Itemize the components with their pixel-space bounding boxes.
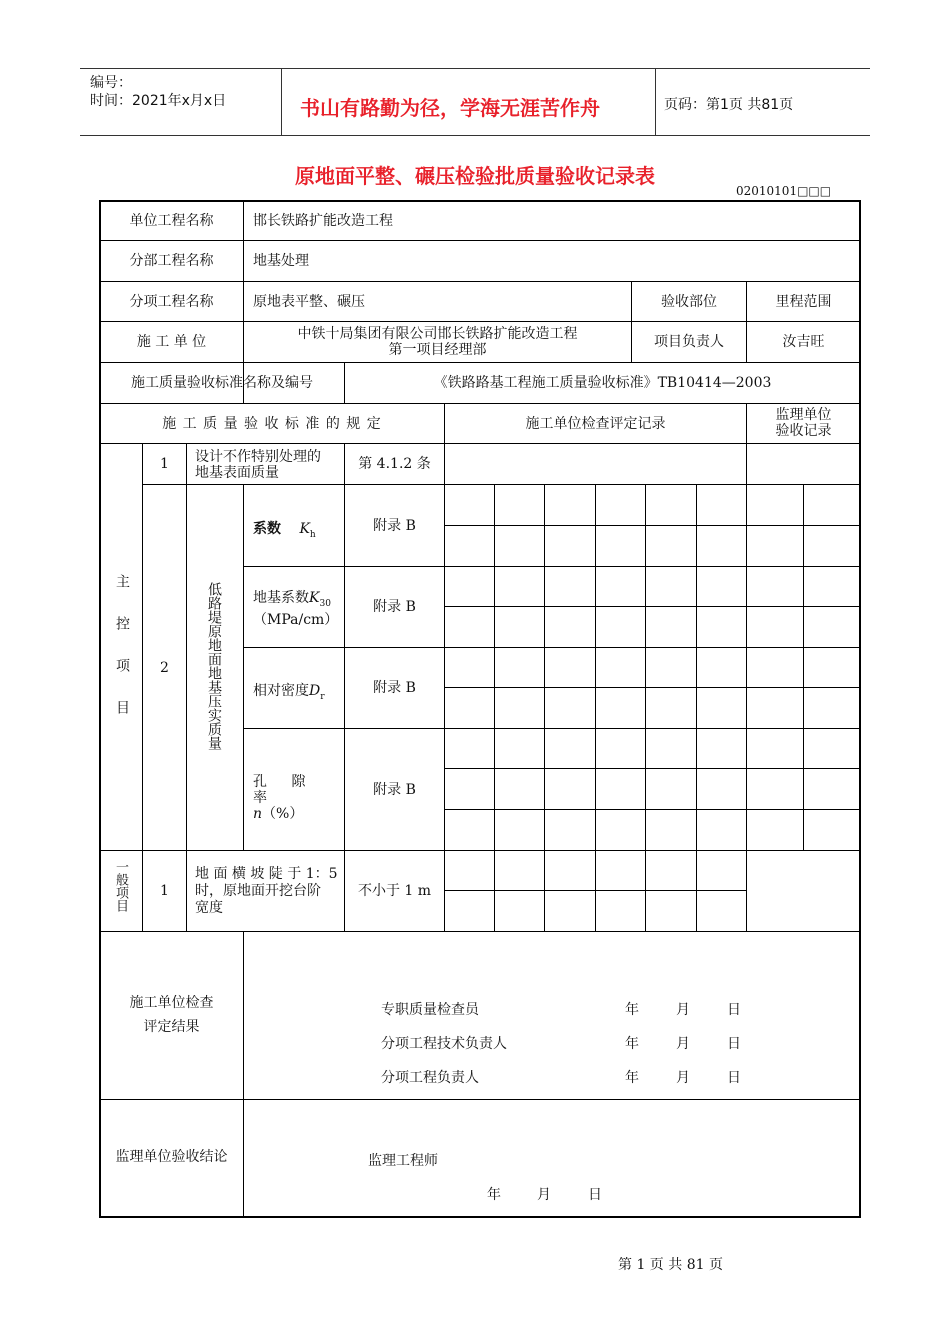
supervisor-day: 日 <box>588 1187 602 1203</box>
general-item1-text: 地 面 横 坡 陡 于 1：5 时，原地面开挖台阶 宽度 <box>195 866 338 916</box>
main-item1-text: 设计不作特别处理的 地基表面质量 <box>195 449 321 481</box>
check-result-label: 施工单位检查 评定结果 <box>129 995 214 1035</box>
accept-part-label: 验收部位 <box>661 293 717 310</box>
standard-label: 施工质量验收标准名称及编号 <box>131 375 313 391</box>
header-divider-2 <box>655 68 656 136</box>
contractor-record-header: 施工单位检查评定记录 <box>525 415 666 432</box>
sub4-label: 孔 隙 率 n（%） <box>253 774 316 822</box>
general-item1-ref: 不小于 1 m <box>357 883 432 899</box>
subitem-value: 原地表平整、碾压 <box>253 293 365 310</box>
sub2-appendix: 附录 B <box>373 599 416 615</box>
tech-lead-day: 日 <box>727 1036 741 1052</box>
contractor-label: 施 工 单 位 <box>136 334 207 350</box>
main-control-label: 主控项目 <box>114 574 130 742</box>
header-divider-1 <box>281 68 282 136</box>
footer-page-number: 第 1 页 共 81 页 <box>618 1257 723 1273</box>
subitem-label: 分项工程名称 <box>129 293 214 310</box>
general-items-label: 一般项目 <box>113 860 128 912</box>
number-label: 编号： <box>90 75 132 91</box>
main-item2-group: 低路堤原地面地基压实质量 <box>206 582 222 750</box>
sub-lead-month: 月 <box>676 1070 690 1086</box>
pm-label: 项目负责人 <box>654 334 724 350</box>
main-item1-no: 1 <box>160 456 169 472</box>
sub3-label: 相对密度$D_r$ <box>253 683 325 702</box>
standard-value: 《铁路路基工程施工质量验收标准》TB10414—2003 <box>433 375 772 391</box>
unit-project-label: 单位工程名称 <box>129 212 214 229</box>
sub1-appendix: 附录 B <box>373 517 416 534</box>
page-label: 页码：第1页 共81页 <box>664 97 794 113</box>
inspector-year: 年 <box>625 1002 639 1018</box>
header-top-rule <box>80 68 870 69</box>
supervisor-month: 月 <box>537 1187 551 1203</box>
main-item2-no: 2 <box>160 659 169 676</box>
sub-lead-year: 年 <box>625 1070 639 1086</box>
sub4-appendix: 附录 B <box>373 781 416 798</box>
supervisor-engineer-label: 监理工程师 <box>368 1153 438 1169</box>
division-label: 分部工程名称 <box>129 253 214 269</box>
inspector-month: 月 <box>676 1002 690 1018</box>
spec-header: 施 工 质 量 验 收 标 准 的 规 定 <box>162 415 382 432</box>
main-item1-ref: 第 4.1.2 条 <box>358 456 431 472</box>
supervisor-conclusion-label: 监理单位验收结论 <box>115 1149 228 1165</box>
mileage-label: 里程范围 <box>775 293 832 310</box>
form-title: 原地面平整、碾压检验批质量验收记录表 <box>295 164 655 188</box>
supervisor-year: 年 <box>487 1187 501 1203</box>
tech-lead-year: 年 <box>625 1036 639 1052</box>
motto: 书山有路勤为径，学海无涯苦作舟 <box>300 96 600 120</box>
header-bottom-rule <box>80 135 870 136</box>
sub-lead-day: 日 <box>727 1070 741 1086</box>
sub-lead-label: 分项工程负责人 <box>381 1070 479 1086</box>
general-item1-no: 1 <box>160 883 169 899</box>
form-code: 02010101□□□ <box>736 184 832 198</box>
sub3-appendix: 附录 B <box>373 680 416 696</box>
unit-project-value: 邯长铁路扩能改造工程 <box>253 212 393 229</box>
contractor-value: 中铁十局集团有限公司邯长铁路扩能改造工程 第一项目经理部 <box>297 326 578 358</box>
pm-value: 汝吉旺 <box>782 334 825 350</box>
sub2-label: 地基系数$K_{30}$ （MPa/cm） <box>253 590 339 628</box>
division-value: 地基处理 <box>253 253 309 269</box>
supervisor-record-header: 监理单位 验收记录 <box>775 407 832 439</box>
tech-lead-label: 分项工程技术负责人 <box>381 1036 507 1052</box>
sub1-label: 系数 $K_h$ <box>253 521 316 540</box>
inspector-label: 专职质量检查员 <box>381 1002 479 1018</box>
tech-lead-month: 月 <box>676 1036 690 1052</box>
time-label: 时间：2021年x月x日 <box>90 93 227 109</box>
inspector-day: 日 <box>727 1002 741 1018</box>
